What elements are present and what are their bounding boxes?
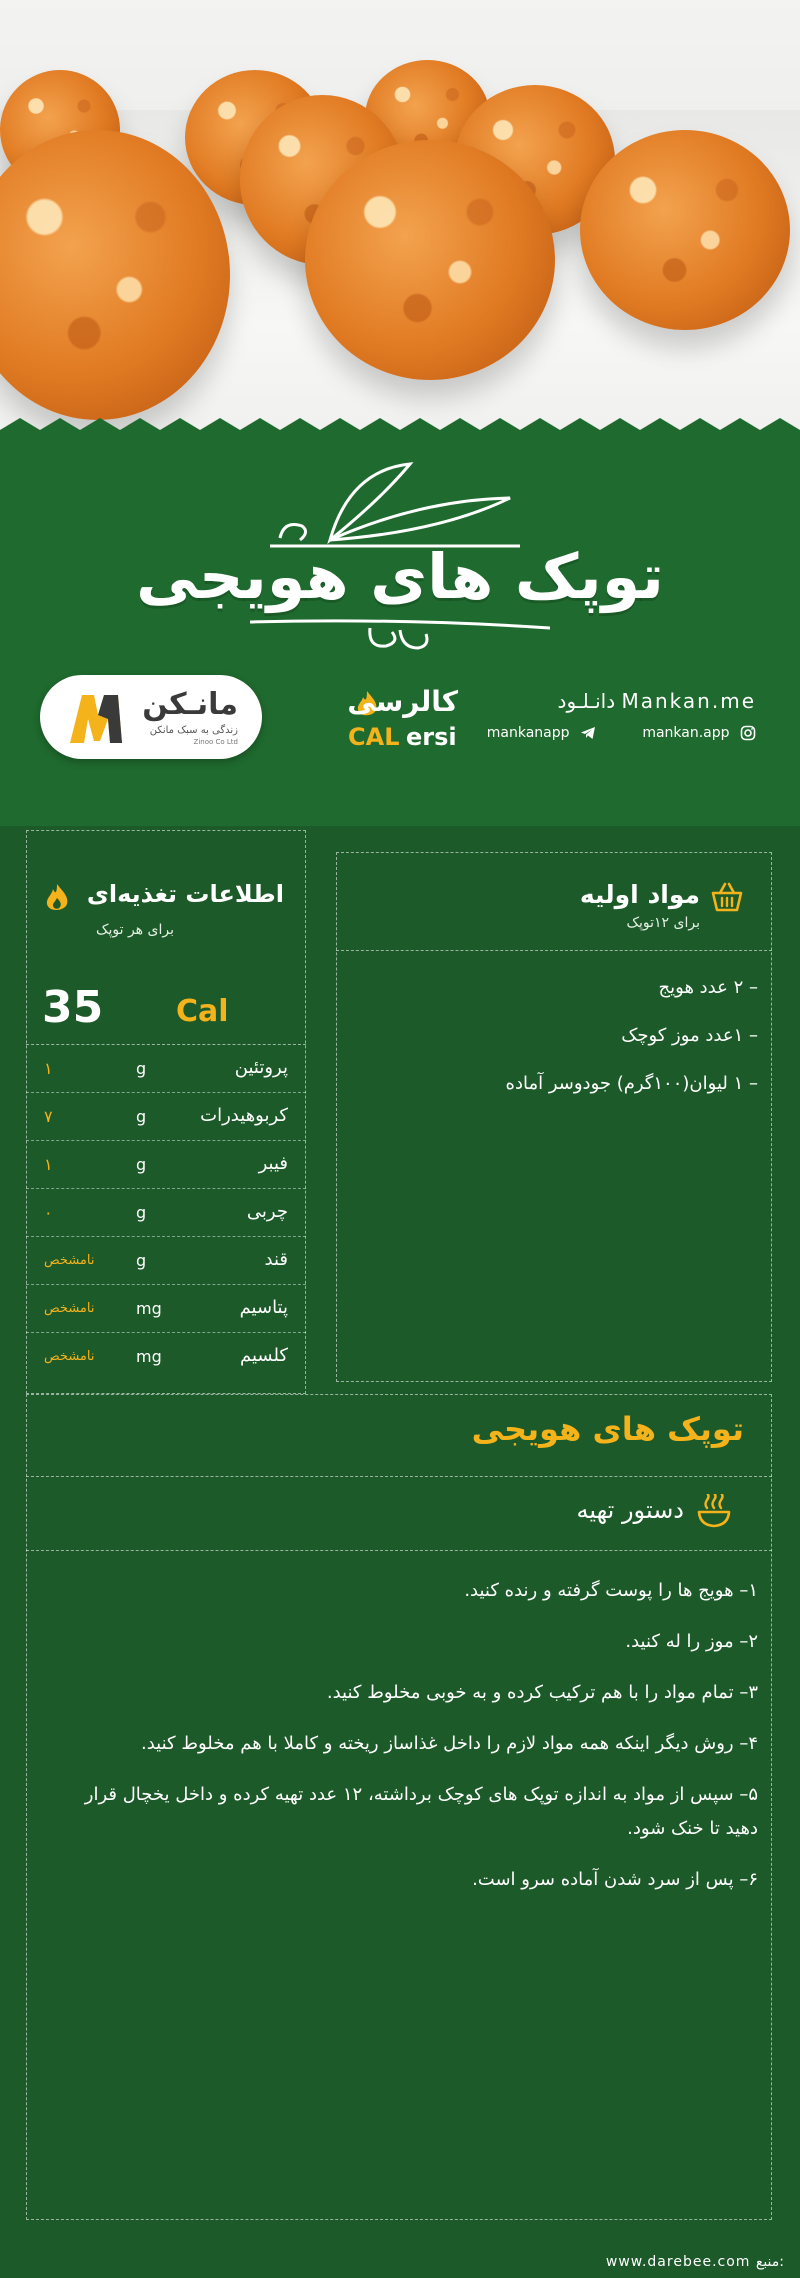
- download-text[interactable]: دانـلـود Mankan.me: [557, 689, 756, 713]
- nutrient-name: فیبر: [258, 1153, 288, 1174]
- carrot-ball: [580, 130, 790, 330]
- recipe-divider: [26, 1476, 772, 1477]
- carrot-ball: [305, 140, 555, 380]
- calories-unit: Cal: [176, 994, 229, 1029]
- calersi-fa-text: کالرسی: [347, 685, 458, 718]
- nutrition-subtitle: برای هر توپک: [95, 922, 174, 938]
- nutrient-name: پروتئین: [234, 1057, 288, 1078]
- basket-icon: [710, 882, 744, 912]
- calersi-ersi-text: ersi: [406, 723, 457, 751]
- recipe-title: توپک های هویجی: [471, 1410, 744, 1448]
- list-item: – ۲ عدد هویج: [658, 977, 758, 998]
- nutrient-unit: g: [136, 1203, 147, 1222]
- mankan-tagline: زندگی به سبک مانکن: [149, 725, 238, 736]
- title-underline-icon: [250, 618, 550, 654]
- nutrient-name: کلسیم: [240, 1345, 288, 1366]
- list-item: – ۱عدد موز کوچک: [621, 1025, 758, 1046]
- ingredients-divider: [336, 950, 772, 951]
- title-area: [0, 460, 800, 660]
- table-row: [26, 1333, 306, 1381]
- nutrient-value: ۰: [44, 1203, 53, 1222]
- telegram-handle: mankanapp: [486, 725, 570, 741]
- nutrient-value: ۷: [44, 1107, 53, 1126]
- nutrition-title: اطلاعات تغذیه‌ای: [86, 880, 284, 908]
- table-row: [26, 1237, 306, 1285]
- list-item: ۶– پس از سرد شدن آماده سرو است.: [472, 1869, 758, 1890]
- nutrient-unit: g: [136, 1059, 147, 1078]
- prep-divider: [26, 1550, 772, 1551]
- mankan-company: Zinoo Co Ltd: [193, 738, 238, 746]
- nutrient-name: چربی: [246, 1201, 288, 1222]
- list-item: ۳– تمام مواد را با هم ترکیب کرده و به خوبی مخلوط کنید.: [326, 1682, 758, 1703]
- table-row: [26, 1093, 306, 1141]
- ingredients-subtitle: برای ۱۲توپک: [626, 915, 700, 931]
- list-item: ۵– سپس از مواد به اندازه توپک های کوچک برداشته، ۱۲ عدد تهیه کرده و داخل یخچال قرار دهید تا خنک شود.: [84, 1784, 758, 1839]
- list-item: ۱– هویج ها را پوست گرفته و رنده کنید.: [464, 1580, 758, 1601]
- hero-photo: [0, 0, 800, 440]
- nutrient-unit: mg: [136, 1299, 162, 1318]
- table-row: [26, 1141, 306, 1189]
- social-links: [466, 725, 756, 749]
- nutrition-table: [26, 1045, 306, 1381]
- calersi-cal-text: CAL: [348, 723, 400, 751]
- nutrient-unit: g: [136, 1107, 147, 1126]
- ingredients-list: [358, 964, 758, 1108]
- calersi-logo[interactable]: [348, 683, 458, 753]
- mankan-logo-icon: [64, 685, 128, 749]
- telegram-icon: [580, 725, 596, 741]
- nutrient-value: ۱: [44, 1059, 53, 1078]
- nutrient-unit: g: [136, 1155, 147, 1174]
- table-row: [26, 1189, 306, 1237]
- ingredients-title: مواد اولیه: [579, 880, 700, 909]
- nutrient-name: قند: [264, 1249, 288, 1270]
- table-row: [26, 1285, 306, 1333]
- source-footer: [606, 2254, 784, 2270]
- nutrient-name: کربوهیدرات: [200, 1105, 288, 1126]
- nutrient-name: پتاسیم: [239, 1297, 288, 1318]
- telegram-link[interactable]: [487, 725, 596, 741]
- instagram-handle: mankan.app: [642, 725, 730, 741]
- flame-icon: [44, 882, 70, 914]
- source-label: منبع:: [755, 2254, 784, 2270]
- source-url[interactable]: www.darebee.com: [605, 2254, 751, 2270]
- nutrient-value: ۱: [44, 1155, 53, 1174]
- instagram-link[interactable]: [642, 725, 756, 741]
- bowl-icon: [696, 1494, 732, 1530]
- nutrient-value: نامشخص: [44, 1301, 95, 1316]
- mankan-name: مانـکن: [142, 687, 238, 722]
- list-item: – ۱ لیوان(۱۰۰گرم) جودوسر آماده: [505, 1073, 758, 1094]
- leaf-ornament-icon: [270, 460, 530, 550]
- band-top-edge: [0, 418, 800, 442]
- prep-title: دستور تهیه: [576, 1496, 684, 1524]
- brand-row: [0, 675, 800, 765]
- calories-value: 35: [42, 982, 104, 1033]
- nutrient-value: نامشخص: [44, 1349, 95, 1364]
- nutrient-value: نامشخص: [44, 1253, 95, 1268]
- nutrient-unit: g: [136, 1251, 147, 1270]
- list-item: ۴– روش دیگر اینکه همه مواد لازم را داخل غذاساز ریخته و کاملا با هم مخلوط کنید.: [141, 1733, 758, 1754]
- nutrient-unit: mg: [136, 1347, 162, 1366]
- ingredients-panel: [336, 852, 772, 1382]
- instagram-icon: [740, 725, 756, 741]
- mankan-logo[interactable]: [40, 675, 262, 759]
- list-item: ۲– موز را له کنید.: [625, 1631, 758, 1652]
- table-row: [26, 1045, 306, 1093]
- recipe-steps: [58, 1574, 758, 1914]
- page-title: توپک های هویجی: [136, 540, 664, 613]
